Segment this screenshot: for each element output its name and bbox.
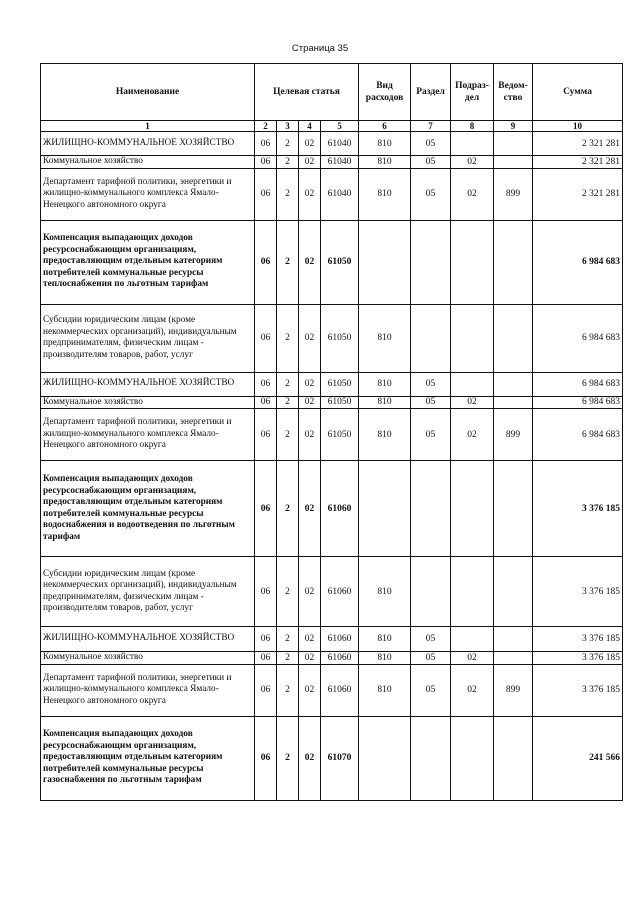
cell-section [411, 304, 451, 372]
cell-subsection [451, 132, 494, 156]
cell-subsection [451, 716, 494, 800]
cell-code-5: 61060 [321, 557, 359, 627]
cell-section: 05 [411, 396, 451, 409]
cell-code-3: 2 [277, 557, 299, 627]
cell-subsection: 02 [451, 409, 494, 461]
cell-code-3: 2 [277, 220, 299, 304]
page-number-label: Страница 35 [291, 43, 349, 54]
cell-section [411, 557, 451, 627]
cell-code-2: 06 [255, 627, 277, 652]
cell-code-4: 02 [299, 396, 321, 409]
cell-subsection: 02 [451, 652, 494, 665]
cell-amount: 6 984 683 [533, 372, 623, 396]
cell-code-4: 02 [299, 220, 321, 304]
table-row [41, 372, 623, 396]
cell-section: 05 [411, 372, 451, 396]
cell-code-3: 2 [277, 652, 299, 665]
table-row [41, 557, 623, 627]
cell-code-5: 61050 [321, 220, 359, 304]
cell-section: 05 [411, 409, 451, 461]
cell-code-2: 06 [255, 220, 277, 304]
column-number: 6 [359, 121, 411, 132]
cell-department [494, 716, 533, 800]
cell-code-3: 2 [277, 168, 299, 220]
cell-code-2: 06 [255, 156, 277, 169]
cell-section: 05 [411, 156, 451, 169]
row-name: Коммунальное хозяйство [41, 652, 255, 665]
cell-amount: 6 984 683 [533, 304, 623, 372]
header-expense-type: Вид расходов [359, 64, 411, 121]
cell-amount: 2 321 281 [533, 168, 623, 220]
cell-code-2: 06 [255, 557, 277, 627]
cell-code-5: 61050 [321, 372, 359, 396]
cell-code-4: 02 [299, 132, 321, 156]
header-name: Наименование [41, 64, 255, 121]
row-name: ЖИЛИЩНО-КОММУНАЛЬНОЕ ХОЗЯЙСТВО [41, 627, 255, 652]
cell-department [494, 627, 533, 652]
cell-section: 05 [411, 168, 451, 220]
cell-expense-type: 810 [359, 664, 411, 716]
cell-section [411, 716, 451, 800]
cell-code-3: 2 [277, 372, 299, 396]
cell-section: 05 [411, 132, 451, 156]
cell-department: 899 [494, 168, 533, 220]
column-number: 7 [411, 121, 451, 132]
cell-code-5: 61040 [321, 168, 359, 220]
row-name: Компенсация выпадающих доходов ресурсоснабжающим организациям, предоставляющим отдельным категориям потребителей коммунальные ресурсы водоснабжения и водоотведения по льготным тарифам [41, 461, 255, 557]
column-number: 10 [533, 121, 623, 132]
table-row [41, 627, 623, 652]
cell-department: 899 [494, 409, 533, 461]
header-subsection: Подраз-дел [451, 64, 494, 121]
row-name: Департамент тарифной политики, энергетики и жилищно-коммунального комплекса Ямало-Ненецкого автономного округа [41, 168, 255, 220]
row-name: Компенсация выпадающих доходов ресурсоснабжающим организациям, предоставляющим отдельным категориям потребителей коммунальные ресурсы теплоснабжения по льготным тарифам [41, 220, 255, 304]
table-row [41, 396, 623, 409]
table-row [41, 220, 623, 304]
cell-section: 05 [411, 664, 451, 716]
cell-code-5: 61060 [321, 627, 359, 652]
cell-department [494, 156, 533, 169]
column-number: 3 [277, 121, 299, 132]
cell-subsection [451, 220, 494, 304]
cell-code-5: 61040 [321, 156, 359, 169]
cell-amount: 3 376 185 [533, 627, 623, 652]
cell-amount: 3 376 185 [533, 557, 623, 627]
cell-subsection [451, 461, 494, 557]
cell-code-4: 02 [299, 627, 321, 652]
cell-code-5: 61050 [321, 409, 359, 461]
table-row [41, 409, 623, 461]
cell-subsection: 02 [451, 156, 494, 169]
cell-subsection [451, 557, 494, 627]
cell-section [411, 220, 451, 304]
row-name: Департамент тарифной политики, энергетики и жилищно-коммунального комплекса Ямало-Ненецкого автономного округа [41, 409, 255, 461]
cell-code-2: 06 [255, 664, 277, 716]
header-target-article: Целевая статья [255, 64, 359, 121]
column-number: 9 [494, 121, 533, 132]
cell-expense-type: 810 [359, 652, 411, 665]
cell-amount: 241 566 [533, 716, 623, 800]
cell-amount: 3 376 185 [533, 652, 623, 665]
cell-department [494, 652, 533, 665]
cell-code-2: 06 [255, 372, 277, 396]
cell-code-2: 06 [255, 716, 277, 800]
cell-code-5: 61070 [321, 716, 359, 800]
table-row [41, 132, 623, 156]
cell-amount: 2 321 281 [533, 132, 623, 156]
cell-subsection: 02 [451, 396, 494, 409]
table-row [41, 664, 623, 716]
cell-code-4: 02 [299, 652, 321, 665]
cell-code-3: 2 [277, 461, 299, 557]
cell-expense-type [359, 461, 411, 557]
cell-expense-type: 810 [359, 156, 411, 169]
cell-code-4: 02 [299, 716, 321, 800]
row-name: Компенсация выпадающих доходов ресурсоснабжающим организациям, предоставляющим отдельным категориям потребителей коммунальные ресурсы газоснабжения по льготным тарифам [41, 716, 255, 800]
cell-amount: 6 984 683 [533, 409, 623, 461]
cell-expense-type: 810 [359, 304, 411, 372]
cell-department [494, 220, 533, 304]
cell-code-4: 02 [299, 557, 321, 627]
column-number-row [41, 121, 623, 132]
cell-section: 05 [411, 627, 451, 652]
cell-code-4: 02 [299, 304, 321, 372]
column-number: 4 [299, 121, 321, 132]
cell-department [494, 304, 533, 372]
cell-code-5: 61050 [321, 396, 359, 409]
table-row [41, 461, 623, 557]
cell-code-5: 61060 [321, 461, 359, 557]
cell-code-5: 61050 [321, 304, 359, 372]
cell-expense-type: 810 [359, 372, 411, 396]
cell-amount: 6 984 683 [533, 396, 623, 409]
header-amount: Сумма [533, 64, 623, 121]
header-department: Ведом-ство [494, 64, 533, 121]
cell-code-3: 2 [277, 396, 299, 409]
cell-department: 899 [494, 664, 533, 716]
cell-subsection: 02 [451, 664, 494, 716]
cell-code-2: 06 [255, 304, 277, 372]
cell-code-4: 02 [299, 664, 321, 716]
cell-subsection [451, 627, 494, 652]
cell-department [494, 557, 533, 627]
table-row [41, 156, 623, 169]
cell-code-2: 06 [255, 132, 277, 156]
cell-code-3: 2 [277, 132, 299, 156]
cell-code-3: 2 [277, 664, 299, 716]
cell-amount: 3 376 185 [533, 461, 623, 557]
cell-code-4: 02 [299, 168, 321, 220]
row-name: Субсидии юридическим лицам (кроме некоммерческих организаций), индивидуальным предпринимателям, физическим лицам - производителям товаров, работ, услуг [41, 304, 255, 372]
cell-expense-type: 810 [359, 132, 411, 156]
table-row [41, 716, 623, 800]
column-number: 5 [321, 121, 359, 132]
cell-code-4: 02 [299, 156, 321, 169]
column-number: 1 [41, 121, 255, 132]
row-name: ЖИЛИЩНО-КОММУНАЛЬНОЕ ХОЗЯЙСТВО [41, 132, 255, 156]
cell-department [494, 461, 533, 557]
table-row [41, 168, 623, 220]
row-name: Субсидии юридическим лицам (кроме некоммерческих организаций), индивидуальным предпринимателям, физическим лицам - производителям товаров, работ, услуг [41, 557, 255, 627]
column-number: 2 [255, 121, 277, 132]
cell-expense-type: 810 [359, 168, 411, 220]
row-name: Коммунальное хозяйство [41, 156, 255, 169]
cell-code-4: 02 [299, 461, 321, 557]
cell-code-4: 02 [299, 372, 321, 396]
cell-expense-type [359, 220, 411, 304]
cell-code-4: 02 [299, 409, 321, 461]
cell-code-3: 2 [277, 627, 299, 652]
row-name: Коммунальное хозяйство [41, 396, 255, 409]
cell-expense-type [359, 716, 411, 800]
cell-code-2: 06 [255, 396, 277, 409]
cell-code-3: 2 [277, 409, 299, 461]
cell-code-5: 61060 [321, 652, 359, 665]
cell-expense-type: 810 [359, 409, 411, 461]
budget-table [40, 63, 623, 801]
cell-subsection: 02 [451, 168, 494, 220]
cell-code-3: 2 [277, 304, 299, 372]
cell-department [494, 372, 533, 396]
cell-code-3: 2 [277, 156, 299, 169]
cell-department [494, 396, 533, 409]
cell-subsection [451, 304, 494, 372]
cell-amount: 2 321 281 [533, 156, 623, 169]
cell-department [494, 132, 533, 156]
cell-code-2: 06 [255, 461, 277, 557]
cell-amount: 3 376 185 [533, 664, 623, 716]
cell-expense-type: 810 [359, 627, 411, 652]
row-name: Департамент тарифной политики, энергетики и жилищно-коммунального комплекса Ямало-Ненецкого автономного округа [41, 664, 255, 716]
cell-code-3: 2 [277, 716, 299, 800]
cell-section: 05 [411, 652, 451, 665]
cell-code-2: 06 [255, 409, 277, 461]
cell-expense-type: 810 [359, 396, 411, 409]
row-name: ЖИЛИЩНО-КОММУНАЛЬНОЕ ХОЗЯЙСТВО [41, 372, 255, 396]
cell-code-5: 61060 [321, 664, 359, 716]
cell-code-2: 06 [255, 652, 277, 665]
cell-expense-type: 810 [359, 557, 411, 627]
column-number: 8 [451, 121, 494, 132]
table-row [41, 652, 623, 665]
cell-subsection [451, 372, 494, 396]
cell-amount: 6 984 683 [533, 220, 623, 304]
cell-code-5: 61040 [321, 132, 359, 156]
cell-code-2: 06 [255, 168, 277, 220]
cell-section [411, 461, 451, 557]
header-section: Раздел [411, 64, 451, 121]
table-row [41, 304, 623, 372]
